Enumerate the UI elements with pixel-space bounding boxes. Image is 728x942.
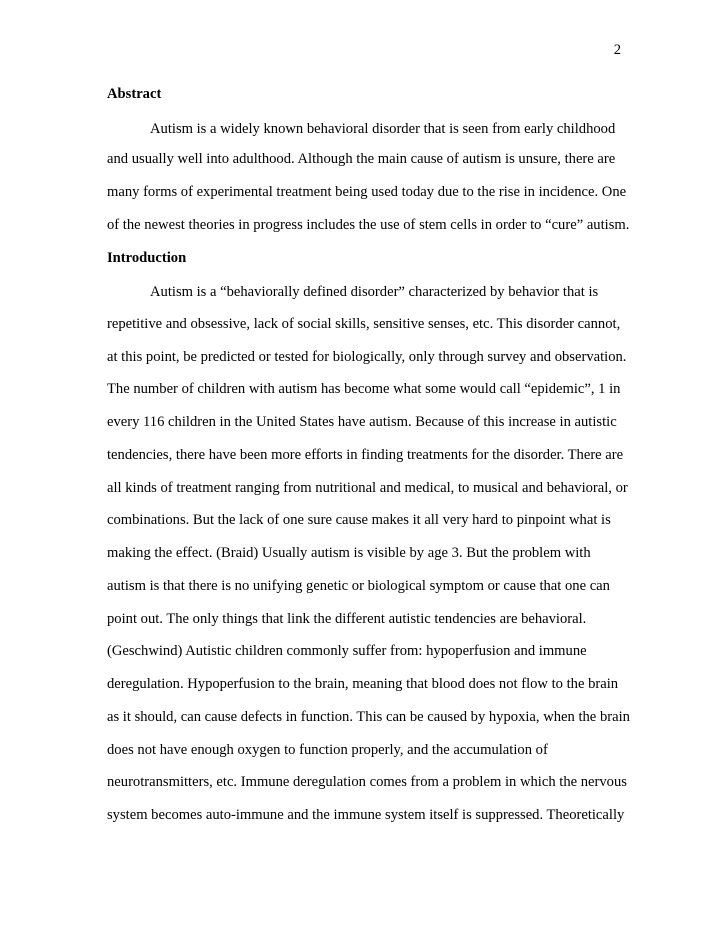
introduction-line: repetitive and obsessive, lack of social skills, sensitive senses, etc. This disorder cannot, — [107, 316, 621, 332]
abstract-line: and usually well into adulthood. Although the main cause of autism is unsure, there are — [107, 151, 616, 167]
introduction-line: point out. The only things that link the different autistic tendencies are behavioral. — [107, 611, 587, 627]
abstract-line: of the newest theories in progress includes the use of stem cells in order to “cure” autism. — [107, 217, 630, 233]
introduction-line: The number of children with autism has become what some would call “epidemic”, 1 in — [107, 381, 621, 397]
introduction-line: does not have enough oxygen to function properly, and the accumulation of — [107, 742, 548, 758]
abstract-line: Autism is a widely known behavioral disorder that is seen from early childhood — [150, 121, 616, 137]
introduction-line: at this point, be predicted or tested for biologically, only through survey and observation. — [107, 349, 627, 365]
introduction-line: Autism is a “behaviorally defined disorder” characterized by behavior that is — [150, 284, 599, 300]
introduction-line: making the effect. (Braid) Usually autism is visible by age 3. But the problem with — [107, 545, 591, 561]
introduction-line: all kinds of treatment ranging from nutritional and medical, to musical and behavioral, or — [107, 480, 628, 496]
introduction-line: combinations. But the lack of one sure cause makes it all very hard to pinpoint what is — [107, 512, 611, 528]
introduction-line: as it should, can cause defects in function. This can be caused by hypoxia, when the brain — [107, 709, 630, 725]
abstract-line: many forms of experimental treatment being used today due to the rise in incidence. One — [107, 184, 627, 200]
introduction-line: tendencies, there have been more efforts in finding treatments for the disorder. There are — [107, 447, 624, 463]
page-number: 2 — [613, 42, 621, 58]
abstract-heading: Abstract — [107, 86, 162, 102]
introduction-line: every 116 children in the United States have autism. Because of this increase in autistic — [107, 414, 617, 430]
introduction-line: deregulation. Hypoperfusion to the brain, meaning that blood does not flow to the brain — [107, 676, 619, 692]
introduction-heading: Introduction — [107, 250, 187, 266]
introduction-line: system becomes auto-immune and the immune system itself is suppressed. Theoretically — [107, 807, 625, 823]
introduction-line: (Geschwind) Autistic children commonly suffer from: hypoperfusion and immune — [107, 643, 587, 659]
introduction-line: neurotransmitters, etc. Immune deregulation comes from a problem in which the nervous — [107, 774, 627, 790]
introduction-line: autism is that there is no unifying genetic or biological symptom or cause that one can — [107, 578, 610, 594]
